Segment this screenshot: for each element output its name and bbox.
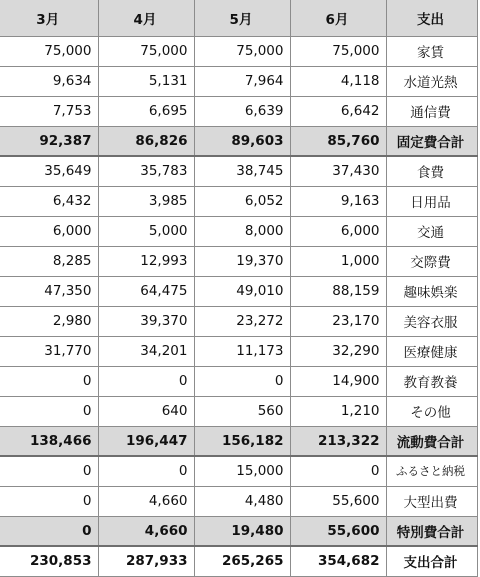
grand-total-row bbox=[0, 546, 477, 576]
amount-cell[interactable]: 7,753 bbox=[0, 96, 98, 126]
header-june[interactable]: 6月 bbox=[290, 0, 386, 36]
amount-cell[interactable]: 0 bbox=[0, 396, 98, 426]
amount-cell[interactable]: 2,980 bbox=[0, 306, 98, 336]
table-row bbox=[0, 36, 477, 66]
category-label[interactable]: 特別費合計 bbox=[386, 516, 477, 546]
amount-cell[interactable]: 6,432 bbox=[0, 186, 98, 216]
table-row bbox=[0, 156, 477, 186]
amount-cell[interactable]: 47,350 bbox=[0, 276, 98, 306]
amount-cell[interactable]: 6,639 bbox=[194, 96, 290, 126]
amount-cell[interactable]: 75,000 bbox=[0, 36, 98, 66]
amount-cell[interactable]: 0 bbox=[98, 366, 194, 396]
category-label[interactable]: 趣味娯楽 bbox=[386, 276, 477, 306]
subtotal-row bbox=[0, 516, 477, 546]
header-expense[interactable]: 支出 bbox=[386, 0, 477, 36]
amount-cell[interactable]: 35,649 bbox=[0, 156, 98, 186]
amount-cell[interactable]: 4,660 bbox=[98, 486, 194, 516]
amount-cell[interactable]: 9,163 bbox=[290, 186, 386, 216]
amount-cell[interactable]: 19,370 bbox=[194, 246, 290, 276]
category-label[interactable]: 美容衣服 bbox=[386, 306, 477, 336]
category-label[interactable]: 固定費合計 bbox=[386, 126, 477, 156]
category-label[interactable]: ふるさと納税 bbox=[386, 456, 477, 486]
amount-cell[interactable]: 14,900 bbox=[290, 366, 386, 396]
amount-cell[interactable]: 6,000 bbox=[0, 216, 98, 246]
amount-cell[interactable]: 5,131 bbox=[98, 66, 194, 96]
amount-cell[interactable]: 6,052 bbox=[194, 186, 290, 216]
amount-cell[interactable]: 196,447 bbox=[98, 426, 194, 456]
amount-cell[interactable]: 8,285 bbox=[0, 246, 98, 276]
amount-cell[interactable]: 0 bbox=[0, 456, 98, 486]
amount-cell[interactable]: 6,642 bbox=[290, 96, 386, 126]
amount-cell[interactable]: 34,201 bbox=[98, 336, 194, 366]
table-row bbox=[0, 396, 477, 426]
category-label[interactable]: 大型出費 bbox=[386, 486, 477, 516]
amount-cell[interactable]: 32,290 bbox=[290, 336, 386, 366]
amount-cell[interactable]: 5,000 bbox=[98, 216, 194, 246]
amount-cell[interactable]: 86,826 bbox=[98, 126, 194, 156]
amount-cell[interactable]: 11,173 bbox=[194, 336, 290, 366]
amount-cell[interactable]: 89,603 bbox=[194, 126, 290, 156]
table-row bbox=[0, 96, 477, 126]
amount-cell[interactable]: 0 bbox=[0, 486, 98, 516]
amount-cell[interactable]: 75,000 bbox=[194, 36, 290, 66]
amount-cell[interactable]: 354,682 bbox=[290, 546, 386, 576]
table-body bbox=[0, 36, 477, 576]
amount-cell[interactable]: 4,480 bbox=[194, 486, 290, 516]
category-label[interactable]: 日用品 bbox=[386, 186, 477, 216]
table-row bbox=[0, 366, 477, 396]
table-row bbox=[0, 216, 477, 246]
category-label[interactable]: 教育教養 bbox=[386, 366, 477, 396]
subtotal-row bbox=[0, 126, 477, 156]
table-row bbox=[0, 486, 477, 516]
amount-cell[interactable]: 92,387 bbox=[0, 126, 98, 156]
amount-cell[interactable]: 85,760 bbox=[290, 126, 386, 156]
category-label[interactable]: 水道光熱 bbox=[386, 66, 477, 96]
category-label[interactable]: 交通 bbox=[386, 216, 477, 246]
amount-cell[interactable]: 265,265 bbox=[194, 546, 290, 576]
amount-cell[interactable]: 138,466 bbox=[0, 426, 98, 456]
amount-cell[interactable]: 75,000 bbox=[98, 36, 194, 66]
amount-cell[interactable]: 640 bbox=[98, 396, 194, 426]
category-label[interactable]: 流動費合計 bbox=[386, 426, 477, 456]
amount-cell[interactable]: 560 bbox=[194, 396, 290, 426]
amount-cell[interactable]: 23,170 bbox=[290, 306, 386, 336]
amount-cell[interactable]: 19,480 bbox=[194, 516, 290, 546]
amount-cell[interactable]: 35,783 bbox=[98, 156, 194, 186]
amount-cell[interactable]: 64,475 bbox=[98, 276, 194, 306]
amount-cell[interactable]: 23,272 bbox=[194, 306, 290, 336]
amount-cell[interactable]: 9,634 bbox=[0, 66, 98, 96]
header-may[interactable]: 5月 bbox=[194, 0, 290, 36]
amount-cell[interactable]: 0 bbox=[194, 366, 290, 396]
header-row bbox=[0, 0, 477, 36]
amount-cell[interactable]: 1,000 bbox=[290, 246, 386, 276]
category-label[interactable]: 通信費 bbox=[386, 96, 477, 126]
amount-cell[interactable]: 4,660 bbox=[98, 516, 194, 546]
table-row bbox=[0, 246, 477, 276]
amount-cell[interactable]: 3,985 bbox=[98, 186, 194, 216]
amount-cell[interactable]: 88,159 bbox=[290, 276, 386, 306]
amount-cell[interactable]: 4,118 bbox=[290, 66, 386, 96]
header-april[interactable]: 4月 bbox=[98, 0, 194, 36]
amount-cell[interactable]: 156,182 bbox=[194, 426, 290, 456]
table-row bbox=[0, 186, 477, 216]
amount-cell[interactable]: 230,853 bbox=[0, 546, 98, 576]
amount-cell[interactable]: 0 bbox=[0, 516, 98, 546]
amount-cell[interactable]: 0 bbox=[0, 366, 98, 396]
amount-cell[interactable]: 38,745 bbox=[194, 156, 290, 186]
amount-cell[interactable]: 39,370 bbox=[98, 306, 194, 336]
amount-cell[interactable]: 0 bbox=[98, 456, 194, 486]
amount-cell[interactable]: 37,430 bbox=[290, 156, 386, 186]
table-row bbox=[0, 306, 477, 336]
category-label[interactable]: その他 bbox=[386, 396, 477, 426]
amount-cell[interactable]: 1,210 bbox=[290, 396, 386, 426]
amount-cell[interactable]: 6,000 bbox=[290, 216, 386, 246]
amount-cell[interactable]: 7,964 bbox=[194, 66, 290, 96]
category-label[interactable]: 食費 bbox=[386, 156, 477, 186]
amount-cell[interactable]: 15,000 bbox=[194, 456, 290, 486]
amount-cell[interactable]: 31,770 bbox=[0, 336, 98, 366]
table-row bbox=[0, 336, 477, 366]
category-label[interactable]: 交際費 bbox=[386, 246, 477, 276]
amount-cell[interactable]: 49,010 bbox=[194, 276, 290, 306]
category-label[interactable]: 支出合計 bbox=[386, 546, 477, 576]
amount-cell[interactable]: 213,322 bbox=[290, 426, 386, 456]
amount-cell[interactable]: 8,000 bbox=[194, 216, 290, 246]
table-row bbox=[0, 456, 477, 486]
amount-cell[interactable]: 75,000 bbox=[290, 36, 386, 66]
amount-cell[interactable]: 6,695 bbox=[98, 96, 194, 126]
category-label[interactable]: 家賃 bbox=[386, 36, 477, 66]
amount-cell[interactable]: 55,600 bbox=[290, 486, 386, 516]
header-march[interactable]: 3月 bbox=[0, 0, 98, 36]
subtotal-row bbox=[0, 426, 477, 456]
category-label[interactable]: 医療健康 bbox=[386, 336, 477, 366]
amount-cell[interactable]: 55,600 bbox=[290, 516, 386, 546]
table-row bbox=[0, 66, 477, 96]
amount-cell[interactable]: 12,993 bbox=[98, 246, 194, 276]
table-row bbox=[0, 276, 477, 306]
amount-cell[interactable]: 0 bbox=[290, 456, 386, 486]
amount-cell[interactable]: 287,933 bbox=[98, 546, 194, 576]
